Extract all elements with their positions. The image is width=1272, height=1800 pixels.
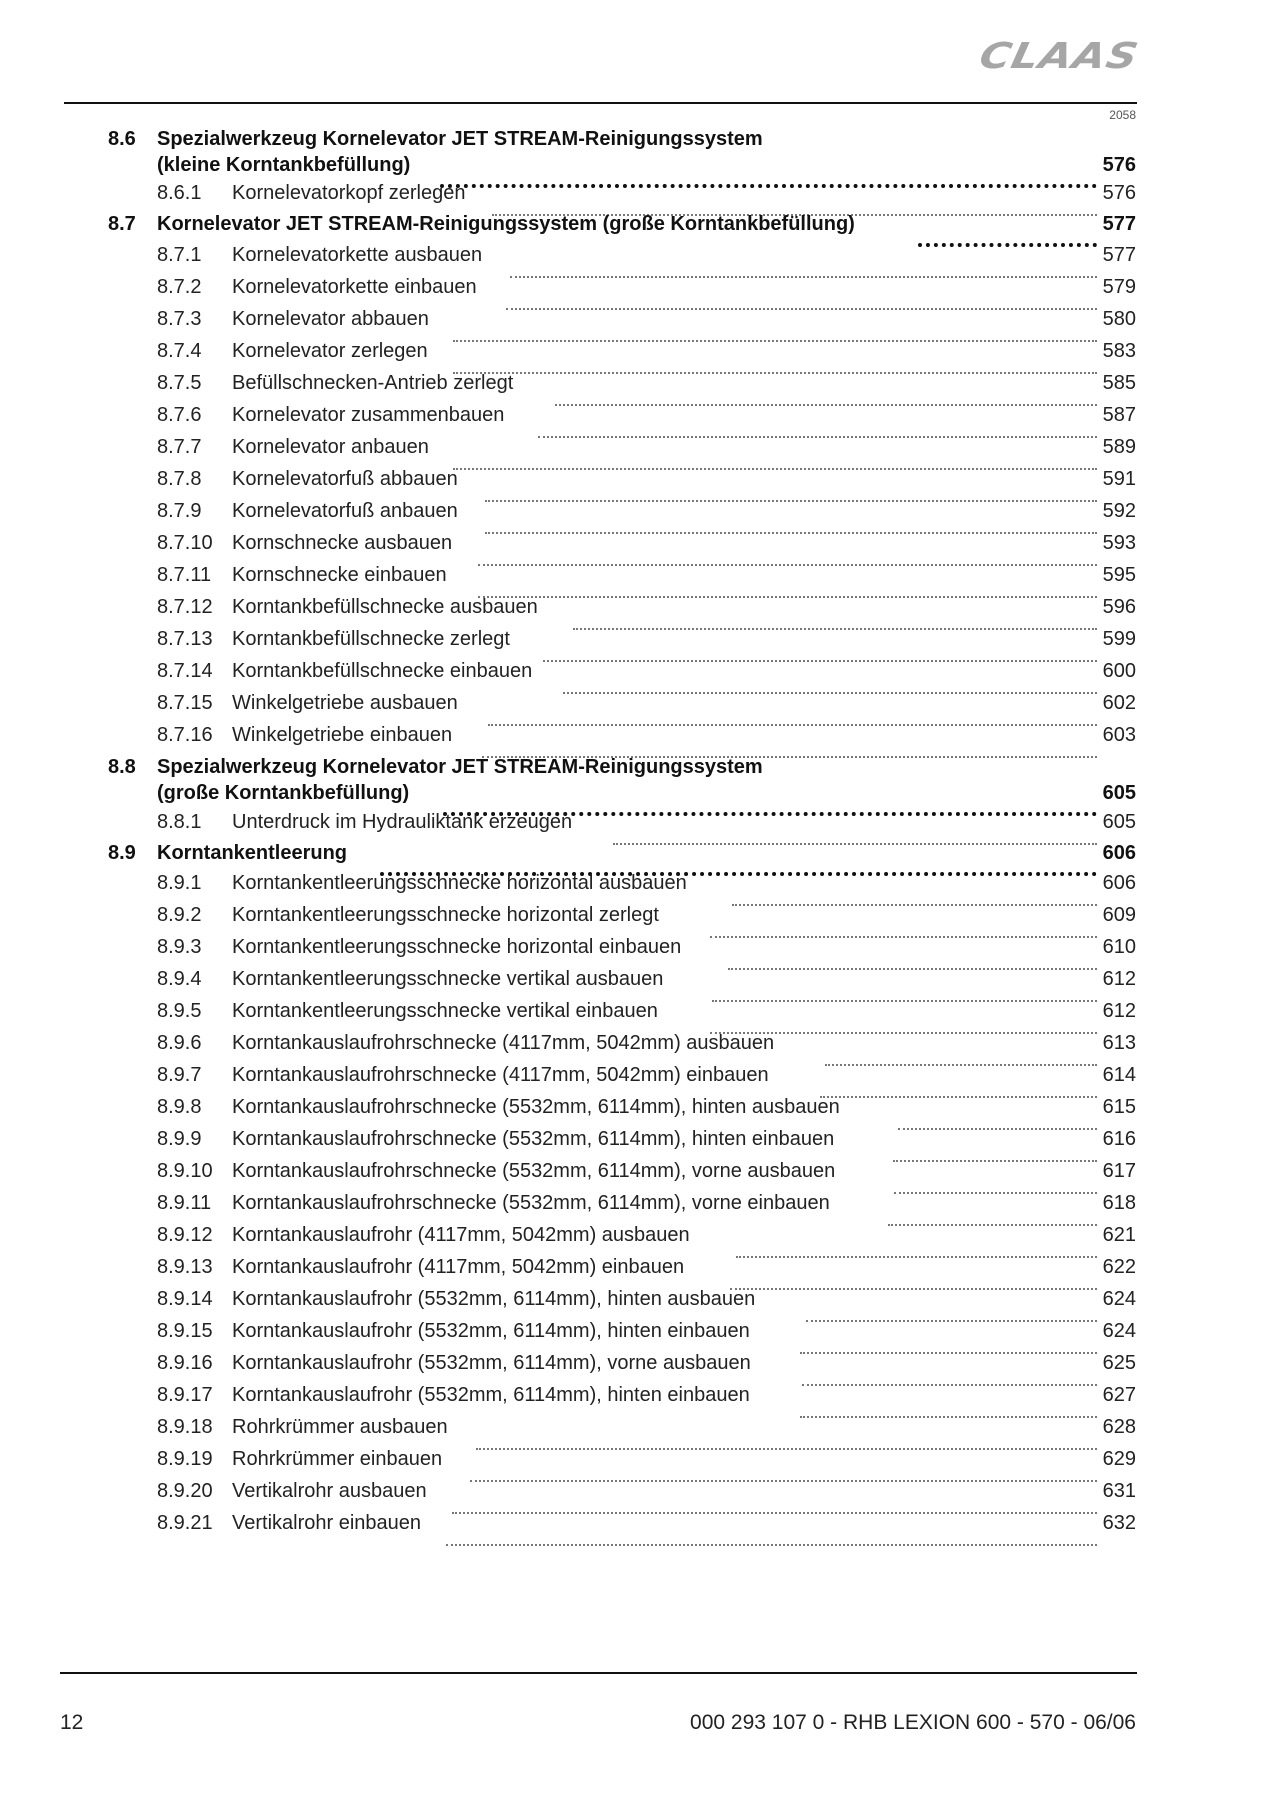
toc-entry-title: Korntankauslaufrohrschnecke (5532mm, 6114mm), vorne ausbauen [232, 1160, 836, 1182]
dot-leader [894, 1170, 1097, 1194]
dot-leader [478, 574, 1097, 598]
toc-entry-number: 8.7.9 [157, 500, 202, 522]
toc-entry-page[interactable]: 580 [1102, 308, 1136, 330]
toc-entry-page[interactable]: 622 [1102, 1256, 1136, 1278]
toc-subsection-entry[interactable] [0, 276, 1272, 306]
toc-subsection-entry[interactable] [0, 1320, 1272, 1350]
toc-entry-number: 8.8 [108, 756, 136, 778]
toc-subsection-entry[interactable] [0, 596, 1272, 626]
toc-subsection-entry[interactable] [0, 404, 1272, 434]
toc-entry-page[interactable]: 627 [1102, 1384, 1136, 1406]
toc-entry-title: Kornelevator JET STREAM-Reinigungssystem (große Korntankbefüllung) [157, 213, 855, 235]
toc-subsection-entry[interactable] [0, 1512, 1272, 1542]
dot-leader [446, 1522, 1097, 1546]
toc-entry-title: Korntankbefüllschnecke zerlegt [232, 628, 510, 650]
toc-entry-number: 8.9.11 [157, 1192, 212, 1214]
toc-entry-number: 8.9.20 [157, 1480, 213, 1502]
toc-subsection-entry[interactable] [0, 244, 1272, 274]
toc-entry-number: 8.9.16 [157, 1352, 213, 1374]
toc-entry-title: Korntankentleerungsschnecke horizontal ausbauen [232, 872, 687, 894]
toc-entry-title: Winkelgetriebe einbauen [232, 724, 453, 746]
toc-entry-page[interactable]: 592 [1102, 500, 1136, 522]
dot-leader [732, 882, 1097, 906]
toc-entry-number: 8.7.4 [157, 340, 202, 362]
toc-entry-number: 8.7.11 [157, 564, 212, 586]
toc-entry-number: 8.7.8 [157, 468, 202, 490]
toc-entry-page[interactable]: 628 [1102, 1416, 1136, 1438]
toc-entry-page[interactable]: 596 [1102, 596, 1136, 618]
toc-subsection-entry[interactable] [0, 1128, 1272, 1158]
toc-entry-title: Unterdruck im Hydrauliktank erzeugen [232, 811, 573, 833]
toc-subsection-entry[interactable] [0, 1032, 1272, 1062]
toc-section-entry[interactable] [0, 842, 1272, 872]
toc-entry-page[interactable]: 613 [1102, 1032, 1136, 1054]
toc-entry-page[interactable]: 616 [1102, 1128, 1136, 1150]
toc-entry-page[interactable]: 603 [1102, 724, 1136, 746]
toc-entry-number: 8.8.1 [157, 811, 202, 833]
dot-leader [710, 1010, 1097, 1034]
toc-entry-number: 8.9.13 [157, 1256, 213, 1278]
toc-entry-title: Kornelevator anbauen [232, 436, 429, 458]
toc-entry-number: 8.7.10 [157, 532, 213, 554]
toc-entry-page[interactable]: 583 [1102, 340, 1136, 362]
toc-entry-title: Korntankauslaufrohrschnecke (5532mm, 6114mm), vorne einbauen [232, 1192, 830, 1214]
footer-document-reference: 000 293 107 0 - RHB LEXION 600 - 570 - 06/06 [690, 1711, 1136, 1734]
toc-entry-number: 8.7.3 [157, 308, 202, 330]
toc-entry-page[interactable]: 577 [1102, 244, 1136, 266]
toc-entry-title: Kornelevatorkette ausbauen [232, 244, 483, 266]
dot-leader [800, 1330, 1097, 1354]
toc-entry-title: Befüllschnecken-Antrieb zerlegt [232, 372, 514, 394]
toc-entry-number: 8.9.14 [157, 1288, 213, 1310]
toc-subsection-entry[interactable] [0, 1384, 1272, 1414]
toc-subsection-entry[interactable] [0, 1064, 1272, 1094]
toc-entry-title: Korntankauslaufrohrschnecke (5532mm, 6114mm), hinten einbauen [232, 1128, 835, 1150]
toc-entry-page[interactable]: 612 [1102, 968, 1136, 990]
toc-entry-title: Korntankauslaufrohr (5532mm, 6114mm), hinten einbauen [232, 1320, 750, 1342]
toc-entry-title: Korntankentleerungsschnecke horizontal einbauen [232, 936, 682, 958]
toc-entry-number: 8.7.14 [157, 660, 213, 682]
toc-subsection-entry[interactable] [0, 1288, 1272, 1318]
dot-leader [485, 510, 1097, 534]
toc-subsection-entry[interactable] [0, 1448, 1272, 1478]
toc-subsection-entry[interactable] [0, 340, 1272, 370]
toc-entry-page[interactable]: 625 [1102, 1352, 1136, 1374]
dot-leader [453, 318, 1097, 342]
toc-entry-page[interactable]: 614 [1102, 1064, 1136, 1086]
toc-entry-page[interactable]: 606 [1102, 872, 1136, 894]
toc-entry-page[interactable]: 576 [1102, 154, 1136, 176]
toc-entry-title: Korntankauslaufrohr (5532mm, 6114mm), hinten einbauen [232, 1384, 750, 1406]
toc-entry-page[interactable]: 618 [1102, 1192, 1136, 1214]
toc-subsection-entry[interactable] [0, 532, 1272, 562]
toc-entry-page[interactable]: 629 [1102, 1448, 1136, 1470]
toc-entry-number: 8.7.6 [157, 404, 202, 426]
toc-entry-page[interactable]: 615 [1102, 1096, 1136, 1118]
dot-leader [898, 1106, 1097, 1130]
header-rule [64, 102, 1137, 104]
toc-entry-page[interactable]: 595 [1102, 564, 1136, 586]
dot-leader [563, 670, 1097, 694]
toc-subsection-entry[interactable] [0, 564, 1272, 594]
dot-leader [800, 1394, 1097, 1418]
dot-leader [802, 1362, 1097, 1386]
toc-entry-page[interactable]: 593 [1102, 532, 1136, 554]
dot-leader [538, 414, 1097, 438]
toc-entry-page[interactable]: 606 [1102, 842, 1136, 864]
toc-subsection-entry[interactable] [0, 1000, 1272, 1030]
dot-leader [893, 1138, 1097, 1162]
toc-entry-page[interactable]: 610 [1102, 936, 1136, 958]
toc-entry-title: Kornelevatorfuß anbauen [232, 500, 458, 522]
toc-subsection-entry[interactable] [0, 628, 1272, 658]
toc-entry-page[interactable]: 579 [1102, 276, 1136, 298]
toc-entry-number: 8.7 [108, 213, 136, 235]
toc-subsection-entry[interactable] [0, 904, 1272, 934]
toc-entry-page[interactable]: 621 [1102, 1224, 1136, 1246]
toc-entry-page[interactable]: 589 [1102, 436, 1136, 458]
footer-page-number: 12 [60, 1711, 84, 1734]
dot-leader [452, 1490, 1097, 1514]
toc-entry-number: 8.6.1 [157, 182, 202, 204]
toc-entry-page[interactable]: 602 [1102, 692, 1136, 714]
dot-leader [806, 1298, 1097, 1322]
dot-leader [888, 1202, 1097, 1226]
toc-subsection-entry[interactable] [0, 182, 1272, 212]
toc-entry-title: Winkelgetriebe ausbauen [232, 692, 458, 714]
toc-entry-title: Kornschnecke ausbauen [232, 532, 453, 554]
toc-entry-page[interactable]: 591 [1102, 468, 1136, 490]
toc-entry-number: 8.9.3 [157, 936, 202, 958]
toc-entry-title: Korntankauslaufrohr (5532mm, 6114mm), vorne ausbauen [232, 1352, 751, 1374]
toc-entry-title: (kleine Korntankbefüllung) [157, 154, 411, 176]
toc-entry-number: 8.9.5 [157, 1000, 202, 1022]
toc-entry-number: 8.9.10 [157, 1160, 213, 1182]
toc-entry-number: 8.6 [108, 128, 136, 150]
toc-entry-title: Korntankauslaufrohr (4117mm, 5042mm) einbauen [232, 1256, 685, 1278]
toc-entry-page[interactable]: 609 [1102, 904, 1136, 926]
toc-entry-page[interactable]: 576 [1102, 182, 1136, 204]
dot-leader [543, 638, 1097, 662]
dot-leader [470, 1458, 1097, 1482]
toc-entry-title: Korntankentleerung [157, 842, 348, 864]
dot-leader [736, 1234, 1097, 1258]
toc-entry-number: 8.9.18 [157, 1416, 213, 1438]
toc-subsection-entry[interactable] [0, 1480, 1272, 1510]
toc-entry-title: Kornelevator zerlegen [232, 340, 428, 362]
dot-leader [820, 1074, 1097, 1098]
toc-section-entry[interactable] [0, 782, 1272, 812]
toc-entry-number: 8.9 [108, 842, 136, 864]
toc-entry-title: Korntankentleerungsschnecke vertikal einbauen [232, 1000, 658, 1022]
toc-entry-title: Rohrkrümmer einbauen [232, 1448, 443, 1470]
toc-entry-page[interactable]: 612 [1102, 1000, 1136, 1022]
toc-entry-page[interactable]: 617 [1102, 1160, 1136, 1182]
toc-subsection-entry[interactable] [0, 500, 1272, 530]
toc-entry-number: 8.7.7 [157, 436, 202, 458]
toc-entry-page[interactable]: 577 [1102, 213, 1136, 235]
toc-entry-number: 8.7.1 [157, 244, 202, 266]
toc-entry-number: 8.9.9 [157, 1128, 202, 1150]
toc-entry-number: 8.9.1 [157, 872, 202, 894]
toc-entry-number: 8.7.2 [157, 276, 202, 298]
dot-leader [476, 1426, 1097, 1450]
toc-entry-title: Kornelevatorkette einbauen [232, 276, 477, 298]
toc-subsection-entry[interactable] [0, 1160, 1272, 1190]
toc-entry-number: 8.7.16 [157, 724, 213, 746]
toc-entry-title: Korntankauslaufrohrschnecke (4117mm, 5042mm) ausbauen [232, 1032, 775, 1054]
toc-entry-number: 8.9.21 [157, 1512, 213, 1534]
toc-subsection-entry[interactable] [0, 372, 1272, 402]
toc-entry-title: Kornelevator abbauen [232, 308, 429, 330]
toc-entry-title: Korntankauslaufrohrschnecke (5532mm, 6114mm), hinten ausbauen [232, 1096, 840, 1118]
toc-entry-number: 8.9.4 [157, 968, 202, 990]
footer-rule [60, 1672, 1137, 1674]
toc-subsection-entry[interactable] [0, 968, 1272, 998]
dot-leader [453, 350, 1097, 374]
toc-entry-page[interactable]: 624 [1102, 1288, 1136, 1310]
toc-subsection-entry[interactable] [0, 724, 1272, 754]
toc-section-entry[interactable] [0, 213, 1272, 243]
toc-subsection-entry[interactable] [0, 308, 1272, 338]
dot-leader [728, 946, 1097, 970]
dot-leader [453, 446, 1097, 470]
toc-entry-title: Kornelevatorfuß abbauen [232, 468, 458, 490]
dot-leader [482, 734, 1097, 758]
toc-entry-title: Korntankauslaufrohrschnecke (4117mm, 5042mm) einbauen [232, 1064, 769, 1086]
toc-entry-number: 8.9.15 [157, 1320, 213, 1342]
dot-leader [506, 286, 1097, 310]
toc-entry-title: Kornelevatorkopf zerlegen [232, 182, 466, 204]
toc-subsection-entry[interactable] [0, 1096, 1272, 1126]
document-code: 2058 [1109, 108, 1136, 122]
toc-subsection-entry[interactable] [0, 1256, 1272, 1286]
toc-entry-title: Spezialwerkzeug Kornelevator JET STREAM-Reinigungssystem [157, 128, 763, 150]
toc-entry-number: 8.9.7 [157, 1064, 202, 1086]
toc-entry-page[interactable]: 600 [1102, 660, 1136, 682]
toc-entry-page[interactable]: 587 [1102, 404, 1136, 426]
toc-subsection-entry[interactable] [0, 468, 1272, 498]
toc-entry-number: 8.9.6 [157, 1032, 202, 1054]
toc-entry-title: Kornschnecke einbauen [232, 564, 447, 586]
toc-entry-title: Vertikalrohr einbauen [232, 1512, 422, 1534]
toc-entry-title: Korntankentleerungsschnecke horizontal zerlegt [232, 904, 659, 926]
toc-subsection-entry[interactable] [0, 1352, 1272, 1382]
toc-entry-number: 8.7.13 [157, 628, 213, 650]
toc-entry-title: Spezialwerkzeug Kornelevator JET STREAM-Reinigungssystem [157, 756, 763, 778]
dot-leader [488, 702, 1097, 726]
toc-subsection-entry[interactable] [0, 936, 1272, 966]
toc-entry-page[interactable]: 605 [1102, 782, 1136, 804]
toc-entry-number: 8.9.19 [157, 1448, 213, 1470]
toc-entry-page[interactable]: 585 [1102, 372, 1136, 394]
toc-entry-page[interactable]: 631 [1102, 1480, 1136, 1502]
dot-leader [730, 1266, 1097, 1290]
toc-entry-number: 8.7.12 [157, 596, 213, 618]
dot-leader [573, 606, 1097, 630]
toc-entry-page[interactable]: 599 [1102, 628, 1136, 650]
toc-subsection-entry[interactable] [0, 1192, 1272, 1222]
dot-leader [478, 542, 1097, 566]
toc-subsection-entry[interactable] [0, 1416, 1272, 1446]
toc-entry-number: 8.9.17 [157, 1384, 213, 1406]
toc-entry-number: 8.9.12 [157, 1224, 213, 1246]
toc-entry-title: Korntankbefüllschnecke ausbauen [232, 596, 538, 618]
toc-entry-title: (große Korntankbefüllung) [157, 782, 410, 804]
toc-subsection-entry[interactable] [0, 692, 1272, 722]
toc-entry-page[interactable]: 624 [1102, 1320, 1136, 1342]
toc-entry-title: Kornelevator zusammenbauen [232, 404, 505, 426]
toc-entry-title: Korntankauslaufrohr (5532mm, 6114mm), hinten ausbauen [232, 1288, 756, 1310]
claas-logo: CLAAS [975, 34, 1143, 77]
dot-leader [510, 254, 1097, 278]
dot-leader [555, 382, 1097, 406]
toc-section-entry[interactable] [0, 154, 1272, 184]
toc-entry-page[interactable]: 605 [1102, 811, 1136, 833]
toc-entry-title: Korntankentleerungsschnecke vertikal ausbauen [232, 968, 664, 990]
toc-entry-page[interactable]: 632 [1102, 1512, 1136, 1534]
toc-subsection-entry[interactable] [0, 660, 1272, 690]
toc-entry-title: Korntankauslaufrohr (4117mm, 5042mm) ausbauen [232, 1224, 690, 1246]
toc-entry-title: Korntankbefüllschnecke einbauen [232, 660, 533, 682]
toc-subsection-entry[interactable] [0, 811, 1272, 841]
toc-subsection-entry[interactable] [0, 872, 1272, 902]
toc-entry-number: 8.7.15 [157, 692, 213, 714]
dot-leader [712, 978, 1097, 1002]
toc-subsection-entry[interactable] [0, 436, 1272, 466]
toc-entry-number: 8.9.2 [157, 904, 202, 926]
toc-entry-title: Rohrkrümmer ausbauen [232, 1416, 448, 1438]
dot-leader [825, 1042, 1097, 1066]
toc-entry-title: Vertikalrohr ausbauen [232, 1480, 427, 1502]
toc-subsection-entry[interactable] [0, 1224, 1272, 1254]
toc-entry-number: 8.9.8 [157, 1096, 202, 1118]
dot-leader [485, 478, 1097, 502]
toc-entry-number: 8.7.5 [157, 372, 202, 394]
dot-leader [710, 914, 1097, 938]
